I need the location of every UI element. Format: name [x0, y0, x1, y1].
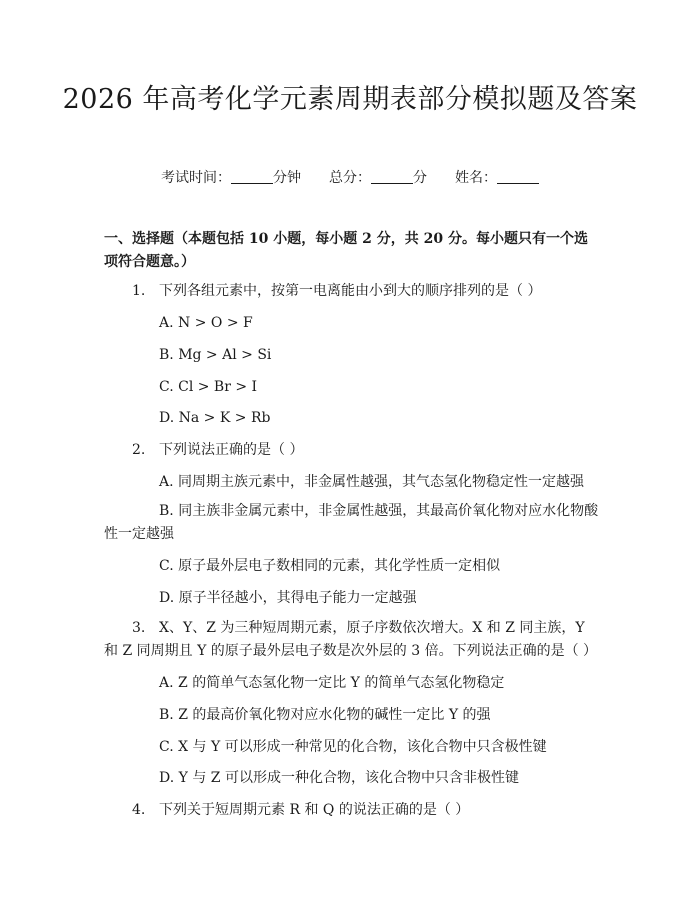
exam-time-label: 考试时间：	[161, 170, 231, 186]
option-2a: A. 同周期主族元素中，非金属性越强，其气态氢化物稳定性一定越强	[159, 474, 585, 490]
question-number: 4.	[132, 802, 146, 818]
option-3a: A. Z 的简单气态氢化物一定比 Y 的简单气态氢化物稳定	[159, 675, 505, 691]
option-3c: C. X 与 Y 可以形成一种常见的化合物，该化合物中只含极性键	[159, 739, 547, 755]
option-1a: A. N > O > F	[159, 315, 253, 331]
name-label: 姓名：	[455, 170, 497, 186]
page-title: 2026 年高考化学元素周期表部分模拟题及答案	[62, 84, 638, 115]
question-text: X、Y、Z 为三种短周期元素，原子序数依次增大。X 和 Z 同主族，Y 和 Z 同周期且 Y 的原子最外层电子数是次外层的 3 倍。下列说法正确的是（ ）	[104, 620, 598, 659]
name-blank	[497, 169, 539, 184]
option-1c: C. Cl > Br > I	[159, 379, 258, 395]
question-number: 3.	[132, 620, 146, 636]
option-1b: B. Mg > Al > Si	[159, 347, 272, 363]
total-score-blank	[371, 169, 413, 184]
question-number: 1.	[132, 283, 146, 299]
option-2c: C. 原子最外层电子数相同的元素，其化学性质一定相似	[159, 558, 501, 574]
exam-time-field	[161, 168, 301, 188]
question-number: 2.	[132, 442, 146, 458]
exam-time-blank	[231, 169, 273, 184]
total-score-label: 总分：	[329, 170, 371, 186]
question-text: 下列说法正确的是（ ）	[159, 442, 304, 458]
question-text: 下列关于短周期元素 R 和 Q 的说法正确的是（ ）	[159, 802, 470, 818]
question-text: 下列各组元素中，按第一电离能由小到大的顺序排列的是（ ）	[159, 283, 542, 299]
total-score-unit: 分	[413, 170, 427, 186]
section-heading: 一、选择题（本题包括 10 小题，每小题 2 分，共 20 分。每小题只有一个选项符合题意。）	[104, 231, 588, 270]
option-3d: D. Y 与 Z 可以形成一种化合物，该化合物中只含非极性键	[159, 770, 519, 786]
total-score-field	[329, 168, 427, 188]
option-2d: D. 原子半径越小，其得电子能力一定越强	[159, 590, 417, 606]
question-3	[104, 617, 599, 663]
option-3b: B. Z 的最高价氧化物对应水化物的碱性一定比 Y 的强	[159, 707, 491, 723]
name-field	[455, 168, 539, 188]
option-1d: D. Na > K > Rb	[159, 410, 271, 426]
exam-time-unit: 分钟	[273, 170, 301, 186]
option-2b: B. 同主族非金属元素中，非金属性越强，其最高价氧化物对应水化物酸性一定越强	[104, 503, 599, 542]
exam-info-row	[0, 168, 700, 188]
